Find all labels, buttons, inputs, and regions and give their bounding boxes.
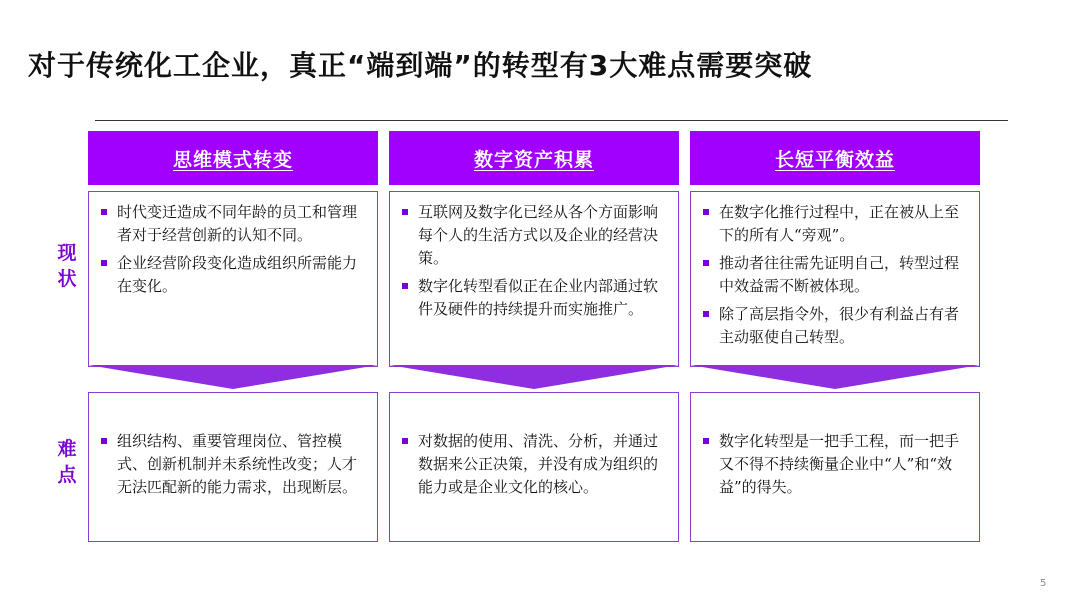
title-divider: [95, 120, 1008, 121]
list-item: [101, 252, 367, 298]
status-text: 在数字化推行过程中，正在被从上至下的所有人“旁观”。: [719, 203, 960, 244]
bullet-square-icon: [402, 209, 408, 215]
status-text: 数字化转型看似正在企业内部通过软件及硬件的持续提升而实施推广。: [418, 277, 659, 318]
list-item: [402, 275, 668, 321]
row-label-status: [52, 240, 82, 292]
status-text: 互联网及数字化已经从各个方面影响每个人的生活方式以及企业的经营决策。: [418, 203, 659, 267]
status-text: 推动者往往需先证明自己，转型过程中效益需不断被体现。: [719, 254, 960, 295]
column-header: [690, 131, 980, 185]
column-header: [389, 131, 679, 185]
list-item: [703, 201, 969, 247]
page-number: 5: [1040, 578, 1047, 589]
row-label-difficulty: [52, 436, 82, 488]
bullet-square-icon: [703, 209, 709, 215]
column-header-label: 思维模式转变: [172, 148, 293, 171]
difficulty-box: [88, 392, 378, 542]
row-label-difficulty-text: 难 点: [57, 438, 77, 486]
bullet-square-icon: [402, 438, 408, 444]
bullet-square-icon: [101, 260, 107, 266]
status-text: 除了高层指令外，很少有利益占有者主动驱使自己转型。: [719, 305, 960, 346]
difficulty-box: [690, 392, 980, 542]
list-item: [703, 252, 969, 298]
difficulty-text: 数字化转型是一把手工程，而一把手又不得不持续衡量企业中“人”和“效益”的得失。: [719, 432, 960, 496]
page-title: 对于传统化工企业，真正“端到端”的转型有3大难点需要突破: [28, 49, 813, 82]
difficulty-text: 组织结构、重要管理岗位、管控模式、创新机制并未系统性改变；人才无法匹配新的能力需求，出现断层。: [117, 432, 358, 496]
list-item: [402, 201, 668, 270]
list-item: [703, 303, 969, 349]
bullet-square-icon: [101, 438, 107, 444]
row-label-status-text: 现 状: [57, 242, 77, 290]
bullet-square-icon: [703, 260, 709, 266]
bullet-square-icon: [703, 311, 709, 317]
list-item: [101, 430, 367, 499]
status-box: [88, 191, 378, 367]
bullet-square-icon: [703, 438, 709, 444]
down-chevron-icon: [690, 365, 980, 389]
column-header-label: 长短平衡效益: [774, 148, 895, 171]
column-header: [88, 131, 378, 185]
difficulty-box: [389, 392, 679, 542]
difficulty-text: 对数据的使用、清洗、分析，并通过数据来公正决策，并没有成为组织的能力或是企业文化的核心。: [418, 432, 659, 496]
down-chevron-icon: [88, 365, 378, 389]
list-item: [402, 430, 668, 499]
status-box: [389, 191, 679, 367]
bullet-square-icon: [101, 209, 107, 215]
status-text: 企业经营阶段变化造成组织所需能力在变化。: [117, 254, 358, 295]
list-item: [703, 430, 969, 499]
bullet-square-icon: [402, 283, 408, 289]
down-chevron-icon: [389, 365, 679, 389]
column-header-label: 数字资产积累: [473, 148, 594, 171]
status-box: [690, 191, 980, 367]
list-item: [101, 201, 367, 247]
status-text: 时代变迁造成不同年龄的员工和管理者对于经营创新的认知不同。: [117, 203, 358, 244]
